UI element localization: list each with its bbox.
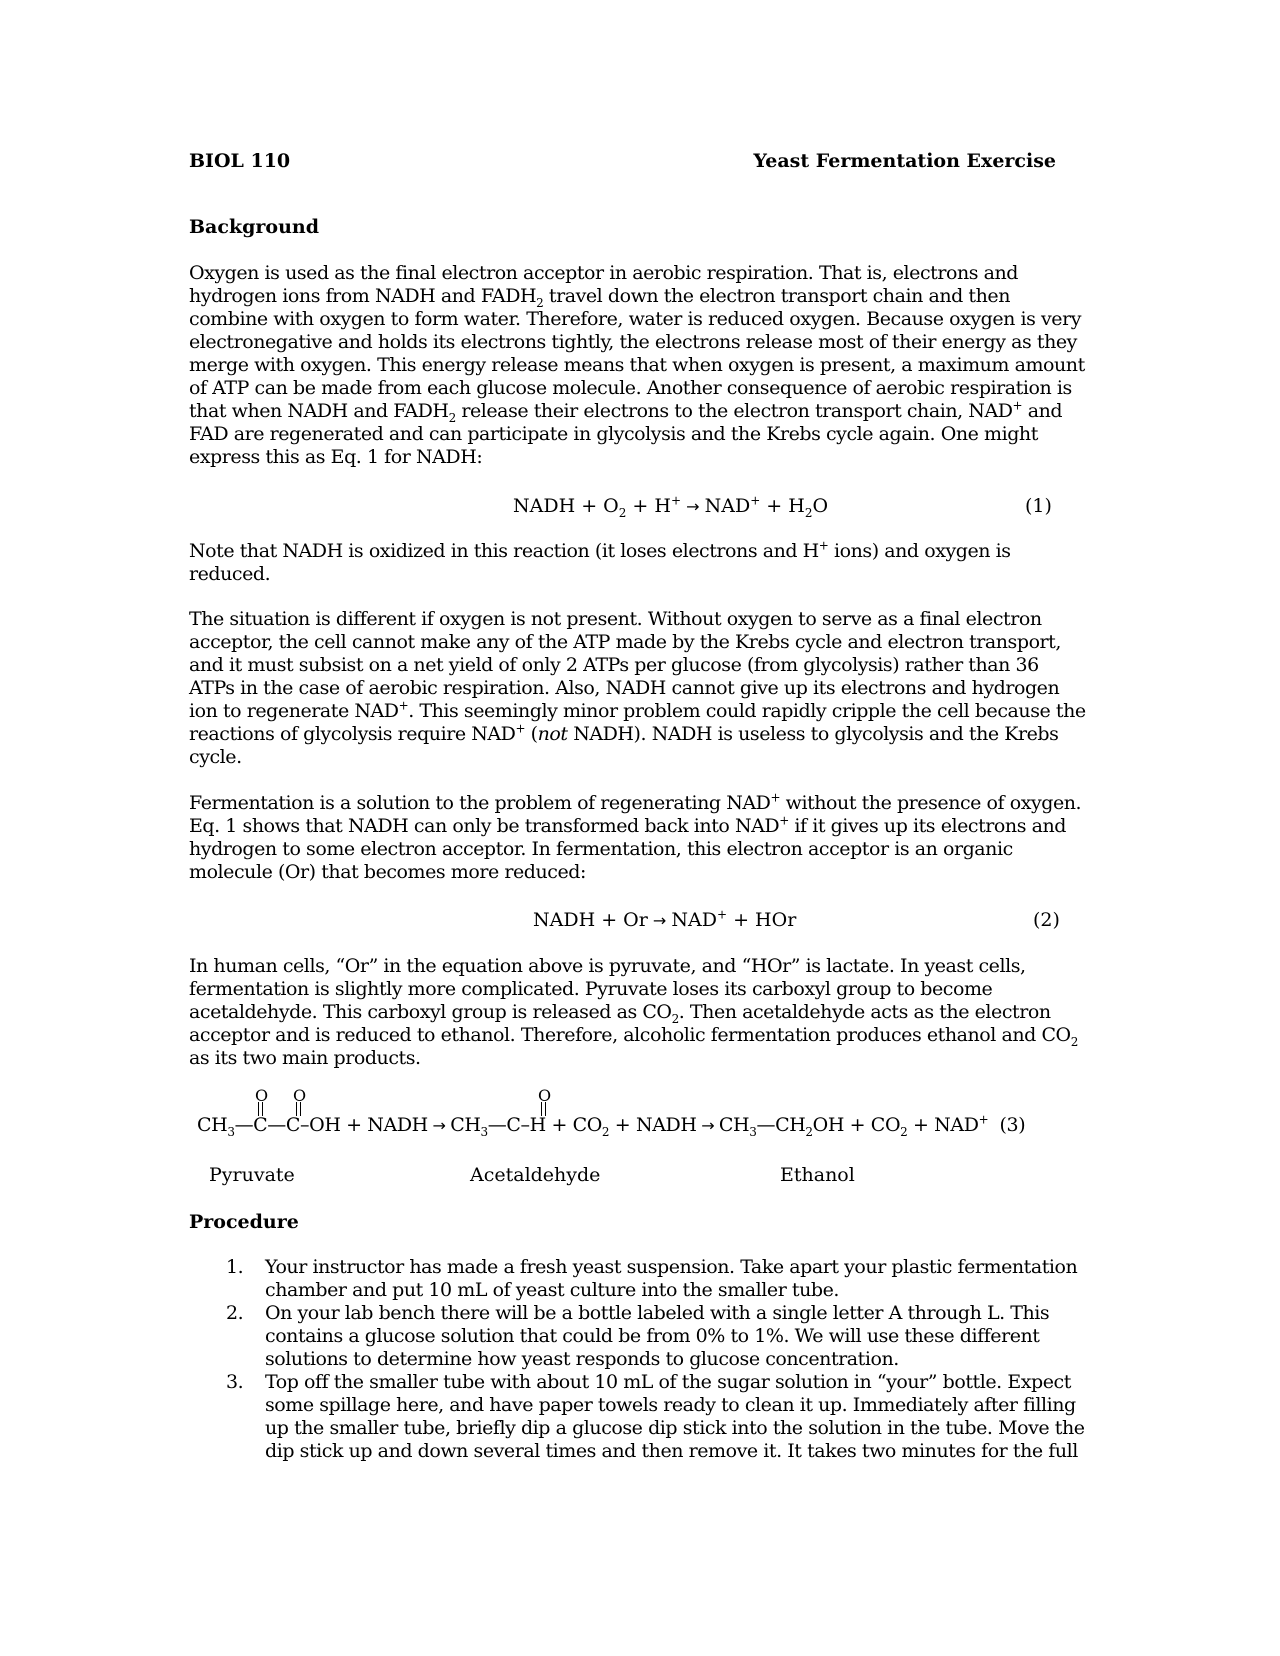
item-text: Top off the smaller tube with about 10 mL of the sugar solution in “your” bottle. Expect some spillage here, and have paper towels ready to clean it up. Immediately after filling up the smaller tube, briefly dip a glucose dip stick into the solution in the tube. Move the dip stick up and down several times and then remove it. It takes two minutes for the full	[265, 1371, 1085, 1462]
equation-3-number	[988, 1114, 1025, 1136]
eq-term: NADH + O	[513, 495, 619, 517]
arrow-icon: →	[427, 1116, 451, 1135]
superscript: +	[1012, 398, 1023, 413]
text-run: Oxygen is used as the final electron acceptor in aerobic respiration. That is, electrons and hydrogen ions from NADH and FADH	[189, 262, 1019, 307]
subscript: 2	[601, 1124, 610, 1139]
subscript: 3	[749, 1124, 757, 1139]
equation-2	[533, 908, 796, 933]
background-paragraph-3	[189, 608, 1089, 769]
document-title: Yeast Fermentation Exercise	[753, 150, 1056, 172]
oxygen-label: O	[538, 1086, 552, 1105]
oxygen-label: O	[255, 1086, 269, 1105]
eq-term: —CH	[756, 1114, 806, 1136]
subscript: 2	[536, 295, 544, 310]
eq-term: CH	[197, 1114, 228, 1136]
arrow-icon: →	[647, 911, 672, 930]
item-number: 3.	[226, 1371, 244, 1393]
superscript: +	[670, 493, 682, 508]
superscript: +	[779, 813, 789, 828]
caption-acetaldehyde: Acetaldehyde	[470, 1164, 601, 1186]
list-item	[189, 1256, 1089, 1302]
eq-term: NAD	[671, 909, 717, 931]
item-text: Your instructor has made a fresh yeast suspension. Take apart your plastic fermentation chamber and put 10 mL of yeast culture into the smaller tube.	[265, 1256, 1078, 1301]
text-run: and FAD are regenerated and can participate in glycolysis and the Krebs cycle again. One might express this as Eq. 1 for NADH:	[189, 400, 1063, 468]
text-run: if it gives up its electrons and hydrogen to some electron acceptor. In fermentation, this electron acceptor is an organic molecule (Or) that becomes more reduced:	[189, 815, 1066, 883]
text-run: NADH). NADH is useless to glycolysis and the Krebs cycle.	[189, 723, 1059, 768]
eq-term: + H	[760, 495, 805, 517]
eq-term: —C–H + CO	[487, 1114, 602, 1136]
superscript: +	[750, 493, 761, 508]
caption-pyruvate: Pyruvate	[209, 1164, 295, 1186]
background-paragraph-4	[189, 792, 1089, 884]
eq-term: + H	[626, 495, 671, 517]
list-item	[189, 1302, 1089, 1371]
subscript: 3	[227, 1124, 235, 1139]
list-item	[189, 1371, 1089, 1463]
text-run: ions) and oxygen is reduced.	[189, 540, 1011, 585]
background-heading: Background	[189, 216, 319, 238]
text-run: . Then acetaldehyde acts as the electron acceptor and is reduced to ethanol. Therefore, alcoholic fermentation produces ethanol and CO	[189, 1001, 1071, 1046]
text-run: (	[525, 723, 538, 745]
eq-term: NADH + Or	[533, 909, 648, 931]
subscript: 3	[480, 1124, 488, 1139]
superscript: +	[818, 538, 829, 553]
text-run: . This seemingly minor problem could rapidly cripple the cell because the reactions of glycolysis require NAD	[189, 700, 1086, 745]
text-run: In human cells, “Or” in the equation above is pyruvate, and “HOr” is lactate. In yeast cells, fermentation is slightly more complicated. Pyruvate loses its carboxyl group to become acetaldehyde. This carboxyl group is released as CO	[189, 955, 1026, 1023]
text-run: Fermentation is a solution to the problem of regenerating NAD	[189, 792, 771, 814]
text-run: release their electrons to the electron transport chain, NAD	[455, 400, 1013, 422]
equation-1-number: (1)	[1025, 495, 1052, 517]
eq-term: + NAD	[907, 1114, 979, 1136]
course-code: BIOL 110	[189, 150, 291, 172]
subscript: 2	[671, 1011, 679, 1026]
equation-2-number: (2)	[1033, 909, 1060, 931]
eq-term: + NADH	[609, 1114, 697, 1136]
item-text: On your lab bench there will be a bottle labeled with a single letter A through L. This contains a glucose solution that could be from 0% to 1%. We will use these different solutions to determine how yeast responds to glucose concentration.	[265, 1302, 1050, 1370]
background-paragraph-2	[189, 540, 1089, 586]
subscript: 2	[805, 1124, 813, 1139]
procedure-list	[189, 1256, 1089, 1463]
subscript: 2	[448, 410, 456, 425]
procedure-heading: Procedure	[189, 1211, 299, 1233]
oxygen-label: O	[293, 1086, 307, 1105]
emphasis: not	[537, 723, 568, 745]
superscript: +	[978, 1112, 989, 1127]
superscript: +	[515, 721, 526, 736]
background-paragraph-1	[189, 262, 1089, 469]
eq-term: OH + CO	[812, 1114, 901, 1136]
eq-term: NAD	[704, 495, 751, 517]
equation-3	[197, 1113, 1025, 1138]
text-run: travel down the electron transport chain and then combine with oxygen to form water. Therefore, water is reduced oxygen. Because oxygen is very electronegative and holds its electrons tightly, the electrons release most of their energy as they merge with oxygen. This energy release means that when oxygen is present, a maximum amount of ATP can be made from each glucose molecule. Another consequence of aerobic respiration is that when NADH and FADH	[189, 285, 1085, 422]
eq-term: + HOr	[727, 909, 797, 931]
eq-term: —C—C–OH + NADH	[234, 1114, 428, 1136]
background-paragraph-5	[189, 955, 1089, 1070]
text-run: without the presence of oxygen. Eq. 1 shows that NADH can only be transformed back into NAD	[189, 792, 1082, 837]
subscript: 2	[1070, 1034, 1078, 1049]
text-run: as its two main products.	[189, 1047, 421, 1069]
equation-1	[513, 494, 828, 519]
subscript: 2	[804, 505, 813, 520]
eq-term: CH	[450, 1114, 481, 1136]
eq-term: CH	[718, 1114, 750, 1136]
arrow-icon: →	[696, 1116, 719, 1135]
text-run: Note that NADH is oxidized in this reaction (it loses electrons and H	[189, 540, 819, 562]
superscript: +	[770, 790, 781, 805]
text-run: The situation is different if oxygen is not present. Without oxygen to serve as a final electron acceptor, the cell cannot make any of the ATP made by the Krebs cycle and electron transport, and it must subsist on a net yield of only 2 ATPs per glucose (from glycolysis) rather than 36 ATPs in the case of aerobic respiration. Also, NADH cannot give up its electrons and hydrogen ion to regenerate NAD	[189, 608, 1061, 722]
superscript: +	[398, 698, 409, 713]
arrow-icon: →	[681, 497, 705, 516]
item-number: 2.	[226, 1302, 244, 1324]
subscript: 2	[900, 1124, 908, 1139]
superscript: +	[716, 907, 728, 922]
subscript: 2	[618, 505, 627, 520]
eq-term: O	[812, 495, 829, 517]
item-number: 1.	[226, 1256, 244, 1278]
eq-number: (3)	[999, 1114, 1026, 1136]
caption-ethanol: Ethanol	[780, 1164, 855, 1186]
